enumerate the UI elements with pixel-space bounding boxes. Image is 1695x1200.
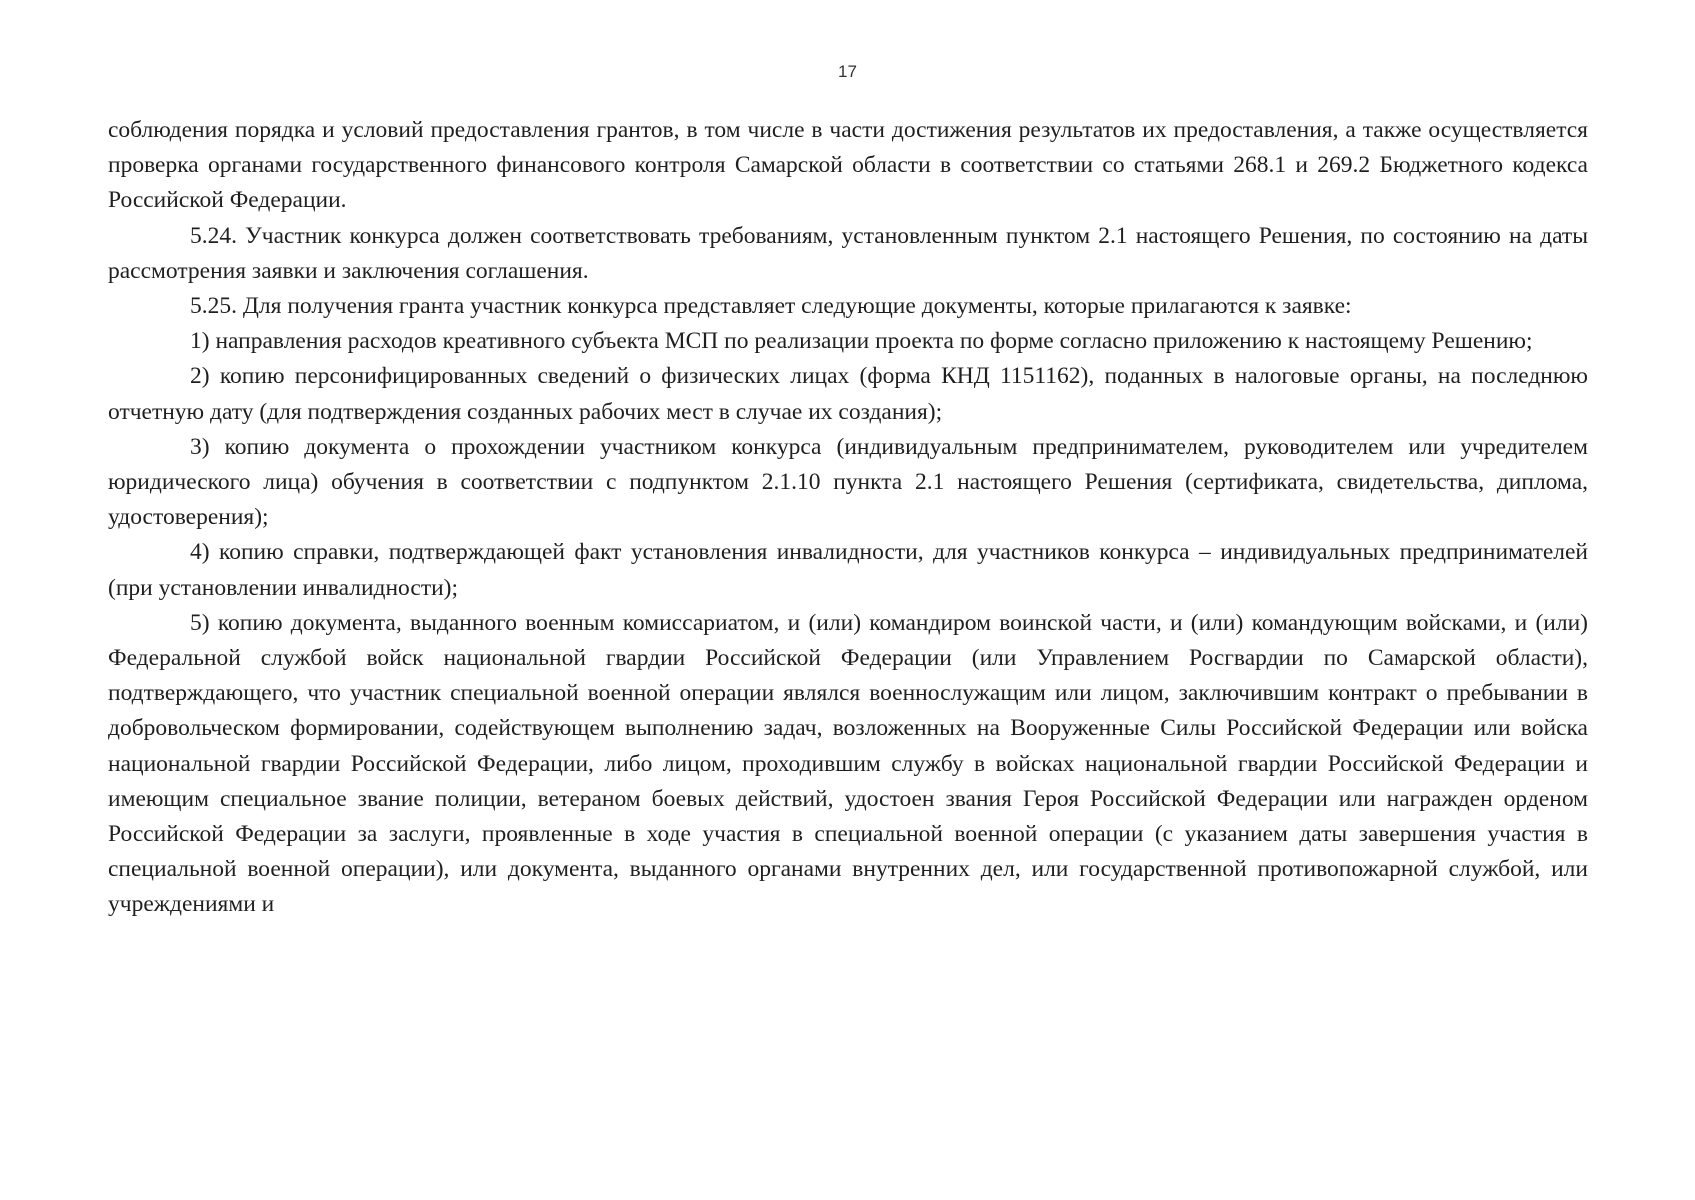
paragraph-5-24: 5.24. Участник конкурса должен соответствовать требованиям, установленным пунктом 2.1 настоящего Решения, по состоянию на даты рассмотрения заявки и заключения соглашения. bbox=[108, 222, 1588, 284]
list-item: 4) копию справки, подтверждающей факт установления инвалидности, для участников конкурса – индивидуальных предпринимателей (при установлении инвалидности); bbox=[108, 539, 1588, 601]
list-item: 2) копию персонифицированных сведений о физических лицах (форма КНД 1151162), поданных в налоговые органы, на последнюю отчетную дату (для подтверждения созданных рабочих мест в случае их создания); bbox=[108, 363, 1588, 425]
paragraph-5-25: 5.25. Для получения гранта участник конкурса представляет следующие документы, которые прилагаются к заявке: bbox=[190, 293, 1352, 320]
paragraph-continuation: соблюдения порядка и условий предоставления грантов, в том числе в части достижения результатов их предоставления, а также осуществляется проверка органами государственного финансового контроля Самарской области в соответствии со статьями 268.1 и 269.2 Бюджетного кодекса Российской Федерации. bbox=[108, 117, 1588, 214]
list-item: 5) копию документа, выданного военным комиссариатом, и (или) командиром воинской части, и (или) командующим войсками, и (или) Федеральной службой войск национальной гвардии Российской Федерации (или Управлением Росгвардии по Самарской области), подтверждающего, что участник специальной военной операции являлся военнослужащим или лицом, заключившим контракт о пребывании в добровольческом формировании, содействующем выполнению задач, возложенных на Вооруженные Силы Российской Федерации или войска национальной гвардии Российской Федерации, либо лицом, проходившим службу в войсках национальной гвардии Российской Федерации и имеющим специальное звание полиции, ветераном боевых действий, удостоен звания Героя Российской Федерации или награжден орденом Российской Федерации за заслуги, проявленные в ходе участия в специальной военной операции (с указанием даты завершения участия в специальной военной операции), или документа, выданного органами внутренних дел, или государственной противопожарной службой, или учреждениями и bbox=[108, 609, 1588, 918]
document-body bbox=[108, 113, 1588, 923]
document-list bbox=[108, 324, 1588, 922]
list-item: 3) копию документа о прохождении участником конкурса (индивидуальным предпринимателем, руководителем или учредителем юридического лица) обучения в соответствии с подпунктом 2.1.10 пункта 2.1 настоящего Решения (сертификата, свидетельства, диплома, удостоверения); bbox=[108, 433, 1588, 531]
page-number: 17 bbox=[838, 62, 857, 81]
list-item: 1) направления расходов креативного субъекта МСП по реализации проекта по форме согласно приложению к настоящему Решению; bbox=[190, 328, 1533, 355]
